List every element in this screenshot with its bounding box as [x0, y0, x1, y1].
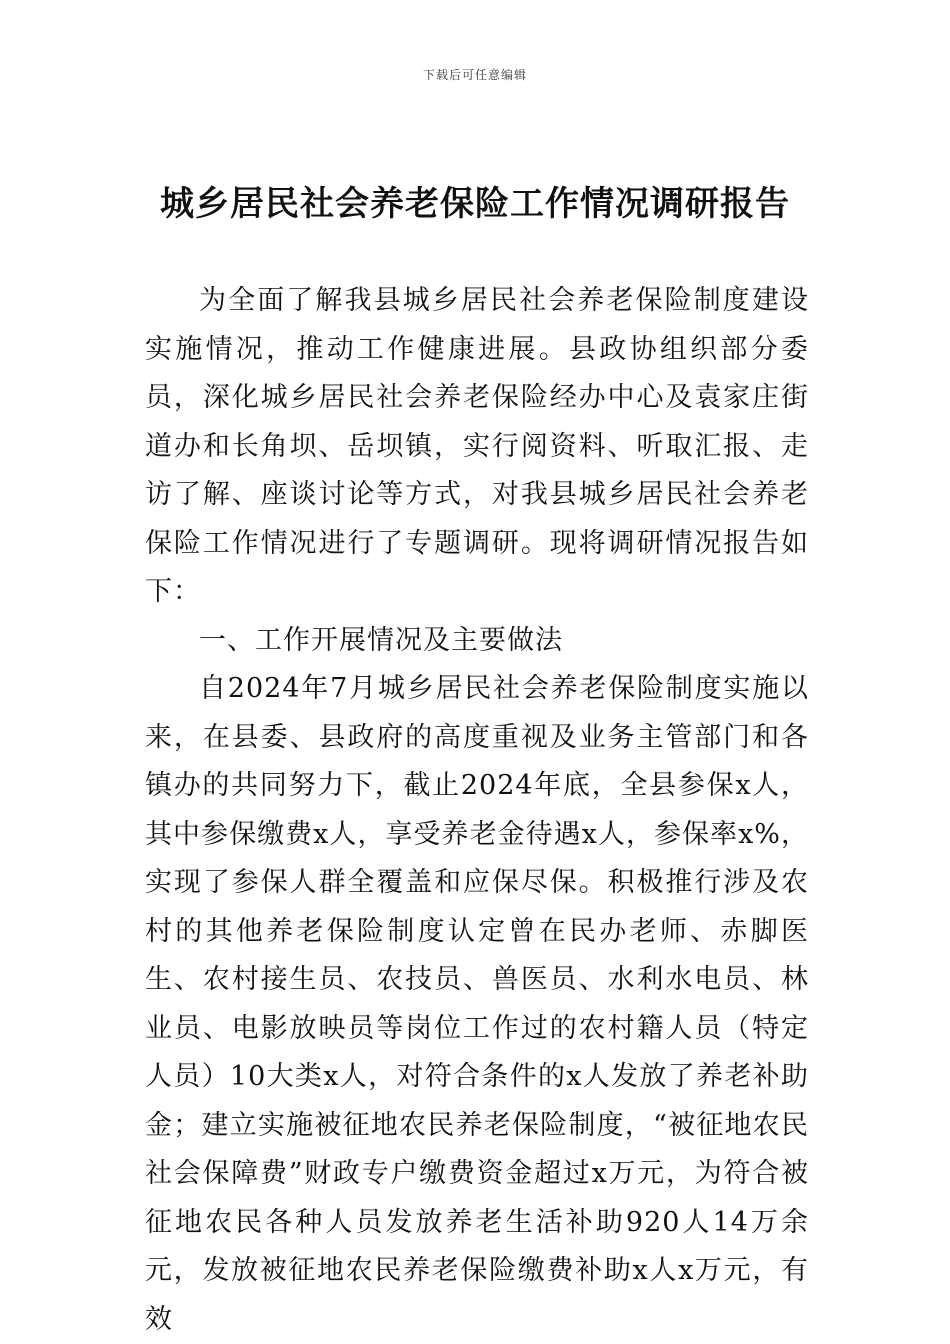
document-body [145, 277, 809, 1344]
header-note: 下载后可任意编辑 [422, 68, 527, 82]
body-paragraph: 自2024年7月城乡居民社会养老保险制度实施以来，在县委、县政府的高度重视及业务主管部门和各镇办的共同努力下，截止2024年底，全县参保x人，其中参保缴费x人，享受养老金待遇x人，参保率x%，实现了参保人群全覆盖和应保尽保。积极推行涉及农村的其他养老保险制度认定曾在民办老师、赤脚医生、农村接生员、农技员、兽医员、水利水电员、林业员、电影放映员等岗位工作过的农村籍人员（特定人员）10大类x人，对符合条件的x人发放了养老补助金；建立实施被征地农民养老保险制度，“被征地农民社会保障费”财政专户缴费资金超过x万元，为符合被征地农民各种人员发放养老生活补助920人14万余元，发放被征地农民养老保险缴费补助x人x万元，有效 [145, 673, 809, 1335]
section-heading: 一、工作开展情况及主要做法 [199, 624, 563, 656]
intro-paragraph: 为全面了解我县城乡居民社会养老保险制度建设实施情况，推动工作健康进展。县政协组织部分委员，深化城乡居民社会养老保险经办中心及袁家庄街道办和长角坝、岳坝镇，实行阅资料、听取汇报、走访了解、座谈讨论等方式，对我县城乡居民社会养老保险工作情况进行了专题调研。现将调研情况报告如下： [145, 285, 809, 607]
document-title: 城乡居民社会养老保险工作情况调研报告 [160, 184, 790, 224]
